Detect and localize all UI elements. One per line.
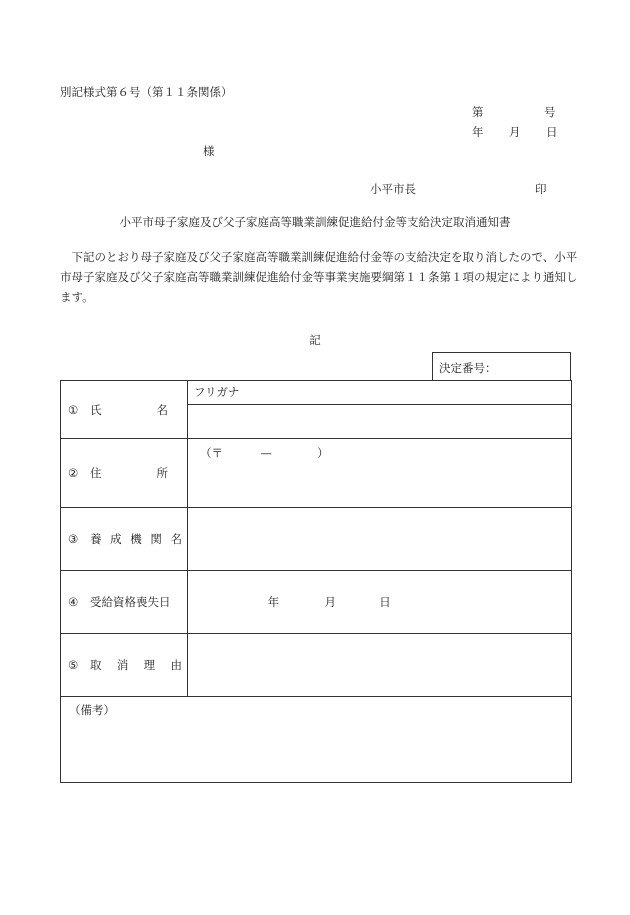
label-char: 関 <box>150 532 162 546</box>
postal-close: ） <box>317 446 329 460</box>
circle-number: ① <box>68 402 79 417</box>
loss-date-field[interactable] <box>188 571 572 634</box>
label-char: 所 <box>156 466 168 480</box>
label-char: 消 <box>116 658 129 672</box>
table-row <box>61 634 572 697</box>
label-char: 由 <box>170 658 182 672</box>
issue-date-year: 年 <box>472 125 484 139</box>
issue-date-day: 日 <box>546 125 558 139</box>
remarks-label: （備考） <box>69 703 115 717</box>
label-char: 成 <box>110 532 122 546</box>
label-char: 名 <box>156 402 168 417</box>
reason-field[interactable] <box>188 634 572 697</box>
loss-date-label <box>61 571 188 634</box>
circle-number: ④ <box>68 595 79 609</box>
seal-mark: 印 <box>535 182 547 196</box>
name-field[interactable] <box>188 405 572 439</box>
furigana-label: フリガナ <box>194 385 240 399</box>
furigana-field[interactable] <box>188 381 572 405</box>
address-label <box>61 439 188 508</box>
table-row <box>61 571 572 634</box>
institution-field[interactable] <box>188 508 572 571</box>
loss-date-month: 月 <box>324 595 336 609</box>
decision-number-label: 決定番号： <box>439 361 497 375</box>
loss-date-label-text: 受給資格喪失日 <box>90 595 171 609</box>
circle-number: ⑤ <box>68 658 79 672</box>
body-text: 下記のとおり母子家庭及び父子家庭高等職業訓練促進給付金等の支給決定を取り消したので、小平市母子家庭及び父子家庭高等職業訓練促進給付金等事業実施要綱第１１条第１項の規定により通知します。 <box>60 250 578 304</box>
remarks-field[interactable] <box>61 697 572 783</box>
addressee-suffix: 様 <box>203 144 215 158</box>
ki-heading: 記 <box>309 333 321 347</box>
table-row <box>61 381 572 405</box>
reason-label <box>61 634 188 697</box>
decision-number-box <box>432 352 571 380</box>
postal-open: （〒 <box>200 446 223 460</box>
issue-date-month: 月 <box>509 125 521 139</box>
address-field[interactable] <box>188 439 572 508</box>
postal-dash: — <box>260 446 272 460</box>
institution-label <box>61 508 188 571</box>
loss-date-day: 日 <box>379 595 391 609</box>
table-row <box>61 697 572 783</box>
name-label <box>61 381 188 439</box>
record-table <box>60 380 572 783</box>
circle-number: ② <box>68 466 79 480</box>
label-char: 氏 <box>90 402 102 417</box>
label-char: 養 <box>90 532 102 546</box>
label-char: 名 <box>170 532 182 546</box>
form-number: 別記様式第６号（第１１条関係） <box>60 85 233 99</box>
loss-date-year: 年 <box>267 595 280 609</box>
label-char: 住 <box>90 466 102 480</box>
circle-number: ③ <box>68 532 79 546</box>
table-row <box>61 508 572 571</box>
doc-number-suffix: 号 <box>544 105 556 119</box>
label-char: 取 <box>90 658 102 672</box>
label-char: 機 <box>130 532 142 546</box>
table-row <box>61 439 572 508</box>
document-title: 小平市母子家庭及び父子家庭高等職業訓練促進給付金等支給決定取消通知書 <box>119 215 511 229</box>
label-char: 理 <box>143 658 156 672</box>
doc-number-prefix: 第 <box>472 105 484 119</box>
sender-name: 小平市長 <box>370 182 416 196</box>
